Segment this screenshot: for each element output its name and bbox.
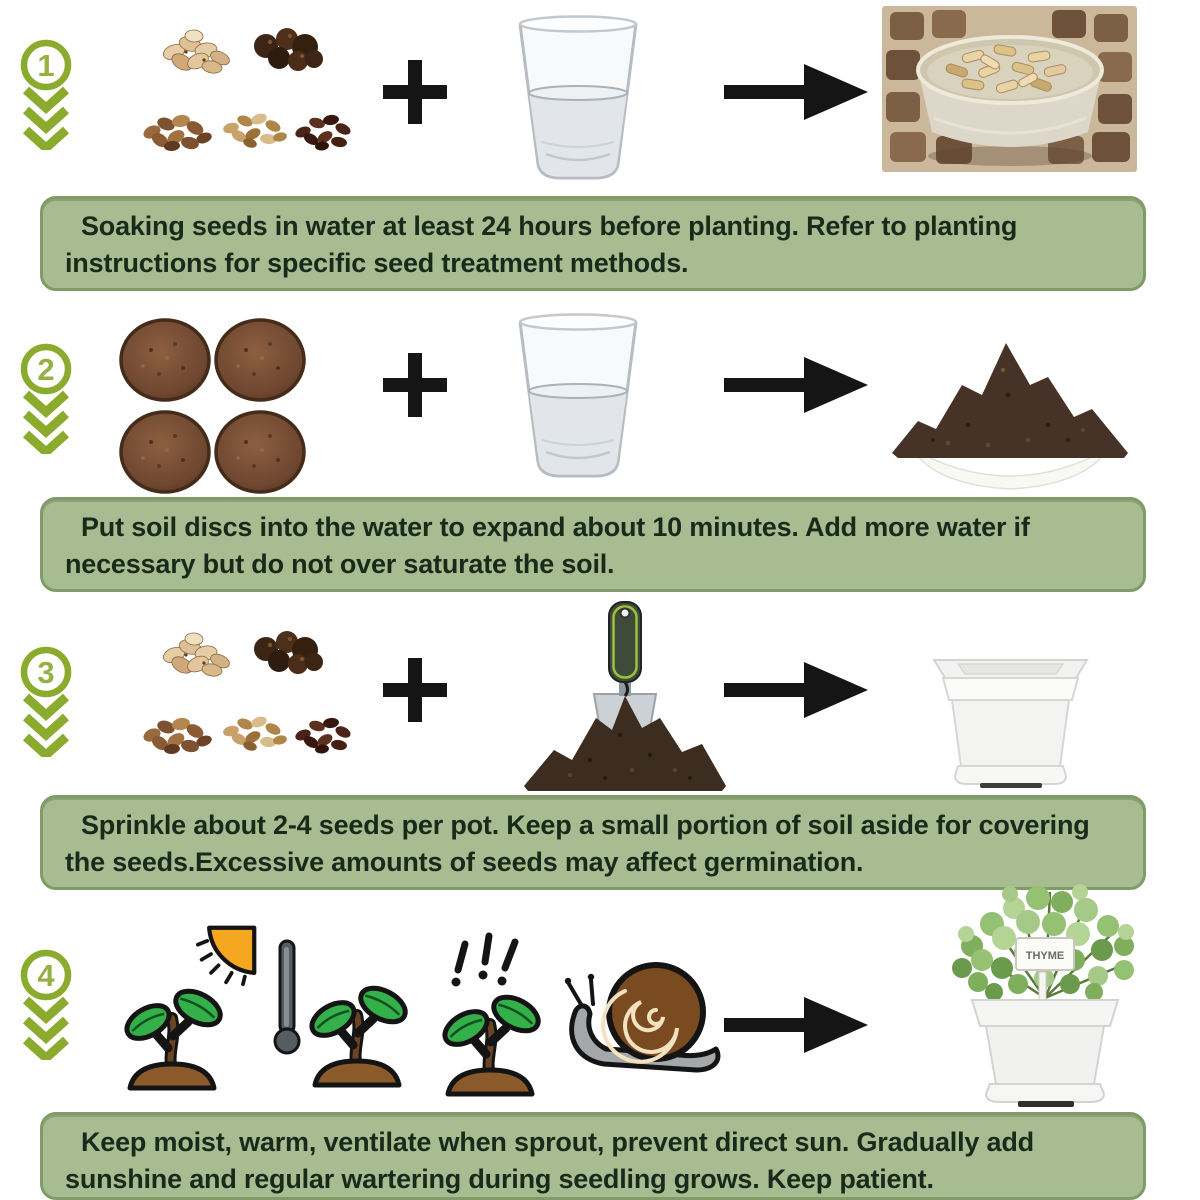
empty-pot-icon <box>928 648 1093 796</box>
potted-herb-icon <box>920 880 1170 1112</box>
seedling-sun-icon <box>112 922 262 1094</box>
step1-badge <box>14 38 78 150</box>
step2-caption-text: Put soil discs into the water to expand about 10 minutes. Add more water if necessary but do not over saturate the soil. <box>65 512 1030 579</box>
step1-caption-box <box>40 196 1146 291</box>
step2-caption-box <box>40 497 1146 592</box>
step1-number: 1 <box>37 48 55 83</box>
water-glass-icon <box>512 312 644 482</box>
plus-icon <box>380 350 450 420</box>
arrow-right-icon <box>722 52 872 132</box>
seedling-alert-icon <box>425 930 560 1098</box>
arrow-right-icon <box>722 345 872 425</box>
plus-icon <box>380 57 450 127</box>
step4-caption-text: Keep moist, warm, ventilate when sprout, prevent direct sun. Gradually add sunshine and regular wartering during seedling grows. Keep patient. <box>65 1127 1034 1194</box>
step4-caption-box <box>40 1112 1146 1200</box>
seedling-thermometer-icon <box>262 935 417 1095</box>
soil-discs-icon <box>115 316 310 494</box>
seed-piles-icon <box>118 615 363 780</box>
step1-caption-text: Soaking seeds in water at least 24 hours before planting. Refer to planting instructions for specific seed treatment methods. <box>65 211 1018 278</box>
step4-badge <box>14 948 78 1060</box>
arrow-right-icon <box>722 985 872 1065</box>
step2-number: 2 <box>37 352 55 387</box>
seeds-soaking-photo <box>882 6 1137 172</box>
water-glass-icon <box>512 14 644 184</box>
plus-icon <box>380 655 450 725</box>
step3-caption-text: Sprinkle about 2-4 seeds per pot. Keep a small portion of soil aside for covering the seeds.Excessive amounts of seeds may affect germination. <box>65 810 1090 877</box>
arrow-right-icon <box>722 650 872 730</box>
soil-pile-icon <box>878 325 1143 497</box>
step3-caption-box <box>40 795 1146 890</box>
trowel-in-soil-icon <box>520 600 730 796</box>
step3-badge <box>14 645 78 757</box>
seed-piles-icon <box>118 12 363 177</box>
step4-number: 4 <box>37 958 55 993</box>
step3-number: 3 <box>37 655 55 690</box>
snail-icon <box>552 950 724 1092</box>
step2-badge <box>14 342 78 454</box>
